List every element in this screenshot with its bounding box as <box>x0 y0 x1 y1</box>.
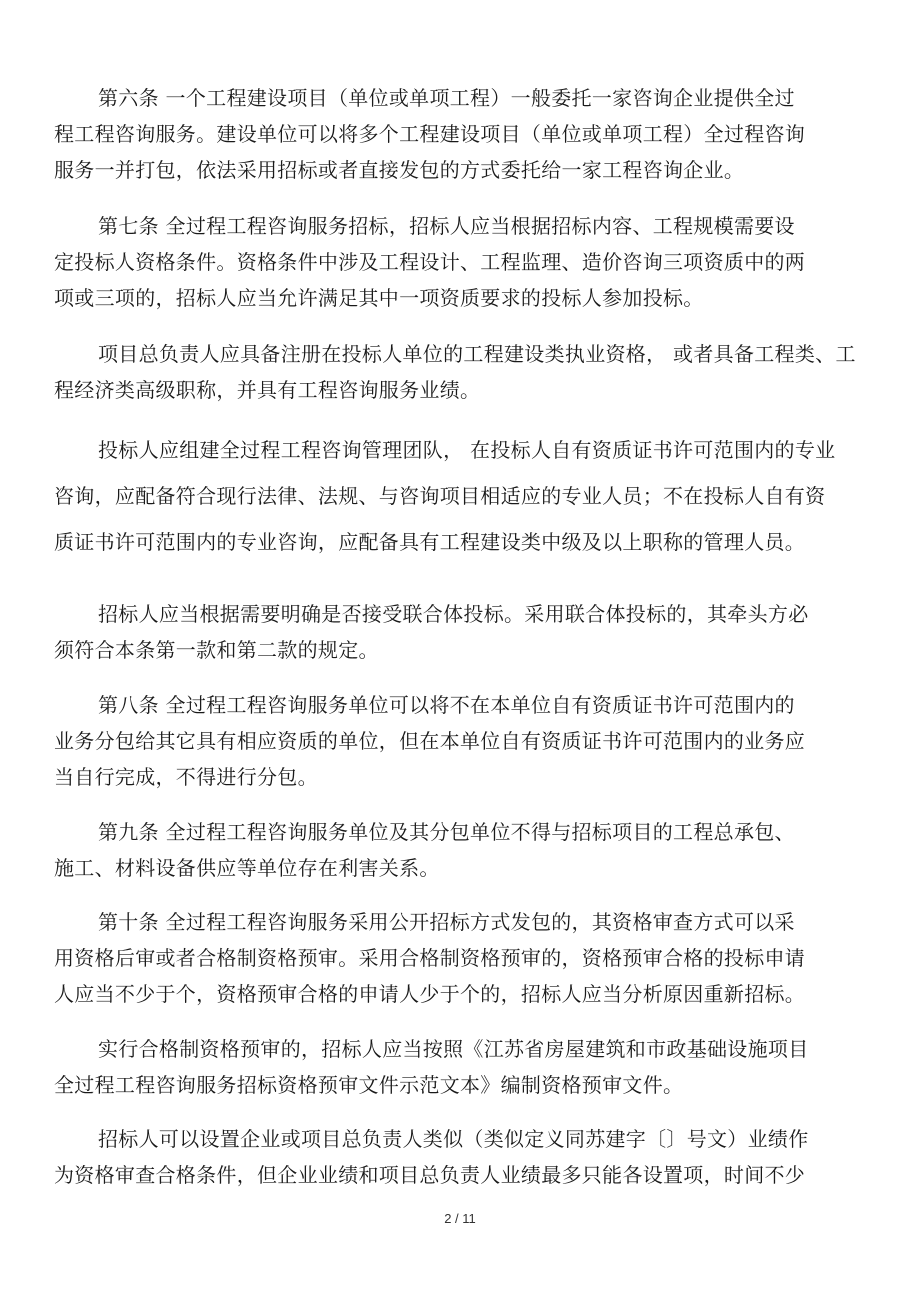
paragraph-article-7 <box>54 208 844 316</box>
paragraph-article-8 <box>54 687 844 795</box>
paragraph-prequalification <box>54 1031 844 1103</box>
paragraph-article-6 <box>54 80 844 188</box>
text-line: 为资格审查合格条件，但企业业绩和项目总负责人业绩最多只能各设置项，时间不少 <box>54 1163 806 1187</box>
paragraph-performance <box>54 1121 844 1193</box>
paragraph-article-9 <box>54 814 844 886</box>
text-line: 投标人应组建全过程工程咨询管理团队， 在投标人自有资质证书许可范围内的专业 <box>98 438 836 462</box>
text-line: 第十条 全过程工程咨询服务采用公开招标方式发包的，其资格审查方式可以采 <box>98 910 795 934</box>
paragraph-article-10 <box>54 904 844 1012</box>
text-line: 业务分包给其它具有相应资质的单位，但在本单位自有资质证书许可范围内的业务应 <box>54 729 806 753</box>
text-line: 程经济类高级职称，并具有工程咨询服务业绩。 <box>54 378 481 402</box>
text-line: 当自行完成，不得进行分包。 <box>54 765 318 789</box>
paragraph-bidder-team <box>54 427 844 565</box>
text-line: 用资格后审或者合格制资格预审。采用合格制资格预审的，资格预审合格的投标申请 <box>54 946 806 970</box>
paragraph-consortium <box>54 596 844 668</box>
paragraph-project-lead <box>54 336 856 408</box>
text-line: 定投标人资格条件。资格条件中涉及工程设计、工程监理、造价咨询三项资质中的两 <box>54 250 806 274</box>
text-line: 咨询，应配备符合现行法律、法规、与咨询项目相适应的专业人员；不在投标人自有资 <box>54 484 826 508</box>
text-line: 项目总负责人应具备注册在投标人单位的工程建设类执业资格， 或者具备工程类、工 <box>98 342 856 366</box>
text-line: 第九条 全过程工程咨询服务单位及其分包单位不得与招标项目的工程总承包、 <box>98 820 795 844</box>
page-number: 2 / 11 <box>444 1211 476 1226</box>
text-line: 实行合格制资格预审的，招标人应当按照《江苏省房屋建筑和市政基础设施项目 <box>98 1037 809 1061</box>
text-line: 招标人可以设置企业或项目总负责人类似（类似定义同苏建字〔〕号文）业绩作 <box>98 1127 809 1151</box>
text-line: 第六条 一个工程建设项目（单位或单项工程）一般委托一家咨询企业提供全过 <box>98 86 795 110</box>
text-line: 招标人应当根据需要明确是否接受联合体投标。采用联合体投标的，其牵头方必 <box>98 602 809 626</box>
text-line: 施工、材料设备供应等单位存在利害关系。 <box>54 856 440 880</box>
text-line: 服务一并打包，依法采用招标或者直接发包的方式委托给一家工程咨询企业。 <box>54 158 745 182</box>
text-line: 须符合本条第一款和第二款的规定。 <box>54 638 379 662</box>
text-line: 项或三项的，招标人应当允许满足其中一项资质要求的投标人参加投标。 <box>54 286 704 310</box>
text-line: 第八条 全过程工程咨询服务单位可以将不在本单位自有资质证书许可范围内的 <box>98 693 795 717</box>
text-line: 质证书许可范围内的专业咨询，应配备具有工程建设类中级及以上职称的管理人员。 <box>54 530 806 554</box>
text-line: 第七条 全过程工程咨询服务招标，招标人应当根据招标内容、工程规模需要设 <box>98 214 795 238</box>
text-line: 人应当不少于个，资格预审合格的申请人少于个的，招标人应当分析原因重新招标。 <box>54 982 806 1006</box>
text-line: 全过程工程咨询服务招标资格预审文件示范文本》编制资格预审文件。 <box>54 1073 684 1097</box>
text-line: 程工程咨询服务。建设单位可以将多个工程建设项目（单位或单项工程）全过程咨询 <box>54 122 806 146</box>
